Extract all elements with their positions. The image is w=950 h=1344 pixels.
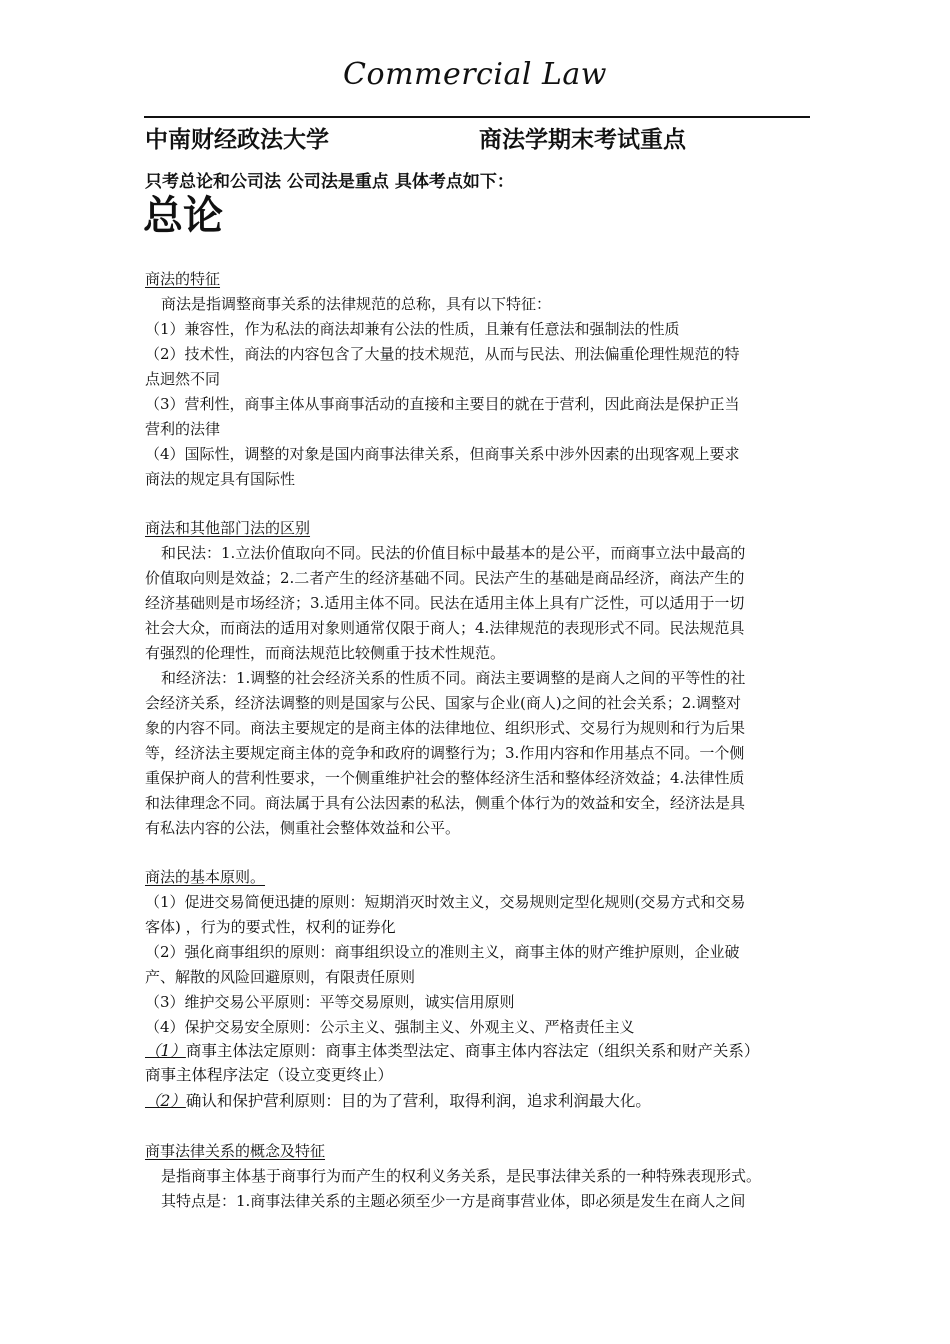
list-item <box>145 1091 651 1111</box>
paragraph-line: 有私法内容的公法，侧重社会整体效益和公平。 <box>145 819 461 837</box>
paragraph-line: 社会大众，而商法的适用对象则通常仅限于商人；4.法律规范的表现形式不同。民法规范具 <box>145 619 745 637</box>
paragraph-line: 等，经济法主要规定商主体的竞争和政府的调整行为；3.作用内容和作用基点不同。一个侧 <box>145 744 745 762</box>
paragraph-line: 点迥然不同 <box>145 370 221 388</box>
paragraph-line: 营利的法律 <box>145 420 221 438</box>
list-item <box>145 1041 759 1061</box>
paragraph-line: 象的内容不同。商法主要规定的是商主体的法律地位、组织形式、交易行为规则和行为后果 <box>145 719 746 737</box>
paragraph-line: 经济基础则是市场经济；3.适用主体不同。民法在适用主体上具有广泛性，可以适用于一切 <box>145 594 745 612</box>
paragraph-line: 价值取向则是效益；2.二者产生的经济基础不同。民法产生的基础是商品经济，商法产生的 <box>145 569 745 587</box>
list-item: （4）保护交易安全原则：公示主义、强制主义、外观主义、严格责任主义 <box>145 1018 635 1036</box>
list-marker: （2） <box>145 1092 186 1110</box>
paragraph-line: 商法的规定具有国际性 <box>145 470 296 488</box>
paragraph-line: 商法是指调整商事关系的法律规范的总称，具有以下特征： <box>161 295 552 313</box>
list-item: （1）兼容性，作为私法的商法却兼有公法的性质，且兼有任意法和强制法的性质 <box>145 320 680 338</box>
paragraph-line: 客体) ，行为的要式性，权利的证券化 <box>145 918 396 936</box>
paragraph-line: 和民法：1.立法价值取向不同。民法的价值目标中最基本的是公平，而商事立法中最高的 <box>161 544 746 562</box>
document-title: Commercial Law <box>343 57 607 92</box>
list-marker: （1） <box>145 1042 186 1060</box>
university-name: 中南财经政法大学 <box>145 127 329 153</box>
intro-text: 只考总论和公司法 公司法是重点 具体考点如下： <box>145 172 514 192</box>
paragraph-line: 和法律理念不同。商法属于具有公法因素的私法，侧重个体行为的效益和安全，经济法是具 <box>145 794 746 812</box>
paragraph-line: 有强烈的伦理性，而商法规范比较侧重于技术性规范。 <box>145 644 506 662</box>
section-title-principles: 商法的基本原则。 <box>145 868 266 886</box>
paragraph-line: 和经济法：1.调整的社会经济关系的性质不同。商法主要调整的是商人之间的平等性的社 <box>161 669 746 687</box>
list-item: （2）强化商事组织的原则：商事组织设立的准则主义，商事主体的财产维护原则，企业破 <box>145 943 740 961</box>
list-item: （4）国际性，调整的对象是国内商事法律关系，但商事关系中涉外因素的出现客观上要求 <box>145 445 740 463</box>
list-item: （3）营利性，商事主体从事商事活动的直接和主要目的就在于营利，因此商法是保护正当 <box>145 395 740 413</box>
paragraph-line: 商事主体程序法定（设立变更终止） <box>145 1066 394 1084</box>
list-item-text: 确认和保护营利原则：目的为了营利，取得利润，追求利润最大化。 <box>185 1092 651 1110</box>
section-title-relations: 商事法律关系的概念及特征 <box>145 1142 326 1160</box>
exam-title: 商法学期末考试重点 <box>479 127 686 153</box>
list-item: （1）促进交易简便迅捷的原则：短期消灭时效主义，交易规则定型化规则(交易方式和交易 <box>145 893 746 911</box>
chapter-heading: 总论 <box>143 193 223 239</box>
list-item-text: 商事主体法定原则：商事主体类型法定、商事主体内容法定（组织关系和财产关系） <box>185 1042 760 1060</box>
list-item: （2）技术性，商法的内容包含了大量的技术规范，从而与民法、刑法偏重伦理性规范的特 <box>145 345 740 363</box>
paragraph-line: 重保护商人的营利性要求，一个侧重维护社会的整体经济生活和整体经济效益；4.法律性质 <box>145 769 745 787</box>
section-title-differences: 商法和其他部门法的区别 <box>145 519 311 537</box>
list-item: （3）维护交易公平原则：平等交易原则，诚实信用原则 <box>145 993 515 1011</box>
header-rule <box>144 116 810 118</box>
paragraph-line: 其特点是：1.商事法律关系的主题必须至少一方是商事营业体，即必须是发生在商人之间 <box>161 1192 746 1210</box>
section-title-features: 商法的特征 <box>145 270 221 288</box>
paragraph-line: 会经济关系，经济法调整的则是国家与公民、国家与企业(商人)之间的社会关系；2.调整对 <box>145 694 742 712</box>
paragraph-line: 是指商事主体基于商事行为而产生的权利义务关系，是民事法律关系的一种特殊表现形式。 <box>161 1167 762 1185</box>
paragraph-line: 产、解散的风险回避原则，有限责任原则 <box>145 968 416 986</box>
